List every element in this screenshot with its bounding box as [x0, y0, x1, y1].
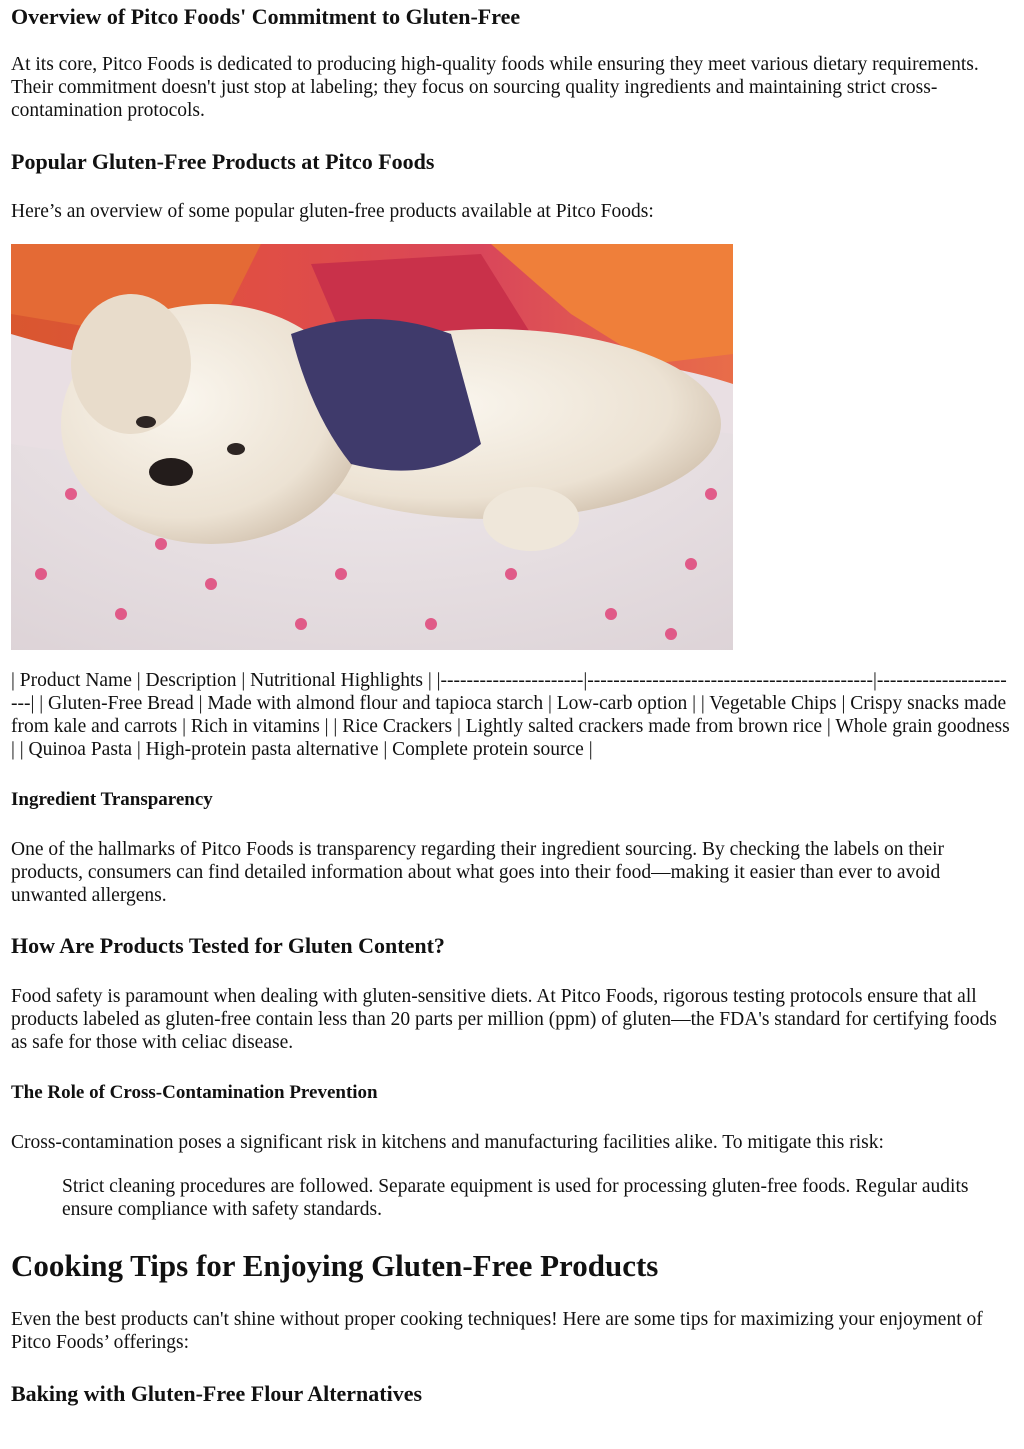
baking-heading: Baking with Gluten-Free Flour Alternatives	[11, 1381, 423, 1406]
cross-contamination-heading: The Role of Cross-Contamination Prevention	[11, 1082, 378, 1103]
cooking-tips-paragraph: Even the best products can't shine without proper cooking techniques! Here are some tips for maximizing your enjoyment of Pitco Foods’ offerings:	[11, 1309, 983, 1353]
transparency-paragraph: One of the hallmarks of Pitco Foods is transparency regarding their ingredient sourcing. By checking the labels on their products, consumers can find detailed information about what goes into their food—making it easier than ever to avoid unwanted allergens.	[11, 839, 945, 906]
dog-photo-illustration	[11, 244, 733, 650]
article	[0, 3, 1024, 1408]
popular-intro-paragraph: Here’s an overview of some popular gluten-free products available at Pitco Foods:	[11, 201, 654, 222]
overview-heading: Overview of Pitco Foods' Commitment to Gluten-Free	[11, 4, 521, 29]
popular-heading: Popular Gluten-Free Products at Pitco Foods	[11, 149, 435, 174]
overview-paragraph: At its core, Pitco Foods is dedicated to producing high-quality foods while ensuring they meet various dietary requirements. Their commitment doesn't just stop at labeling; they focus on sourcing quality ingredients and maintaining strict cross-contamination protocols.	[11, 54, 979, 121]
cross-contamination-paragraph: Cross-contamination poses a significant risk in kitchens and manufacturing facilities alike. To mitigate this risk:	[11, 1132, 884, 1153]
cross-contamination-quote: Strict cleaning procedures are followed. Separate equipment is used for processing gluten-free foods. Regular audits ensure compliance with safety standards.	[62, 1176, 969, 1220]
cooking-tips-heading: Cooking Tips for Enjoying Gluten-Free Products	[11, 1248, 659, 1283]
products-table-text: | Product Name | Description | Nutritional Highlights | |----------------------|--------------------------------------------|-----------------------| | Gluten-Free Bread | Made with almond flour and tapioca starch | Low-carb option | | Vegetable Chips | Crispy snacks made from kale and carrots | Rich in vitamins | | Rice Crackers | Lightly salted crackers made from brown rice | Whole grain goodness | | Quinoa Pasta | High-protein pasta alternative | Complete protein source |	[11, 670, 1010, 760]
testing-heading: How Are Products Tested for Gluten Content?	[11, 933, 445, 958]
dog-photo	[11, 244, 733, 650]
testing-paragraph: Food safety is paramount when dealing with gluten-sensitive diets. At Pitco Foods, rigorous testing protocols ensure that all products labeled as gluten-free contain less than 20 parts per million (ppm) of gluten—the FDA's standard for certifying foods as safe for those with celiac disease.	[11, 986, 997, 1053]
transparency-heading: Ingredient Transparency	[11, 789, 213, 810]
